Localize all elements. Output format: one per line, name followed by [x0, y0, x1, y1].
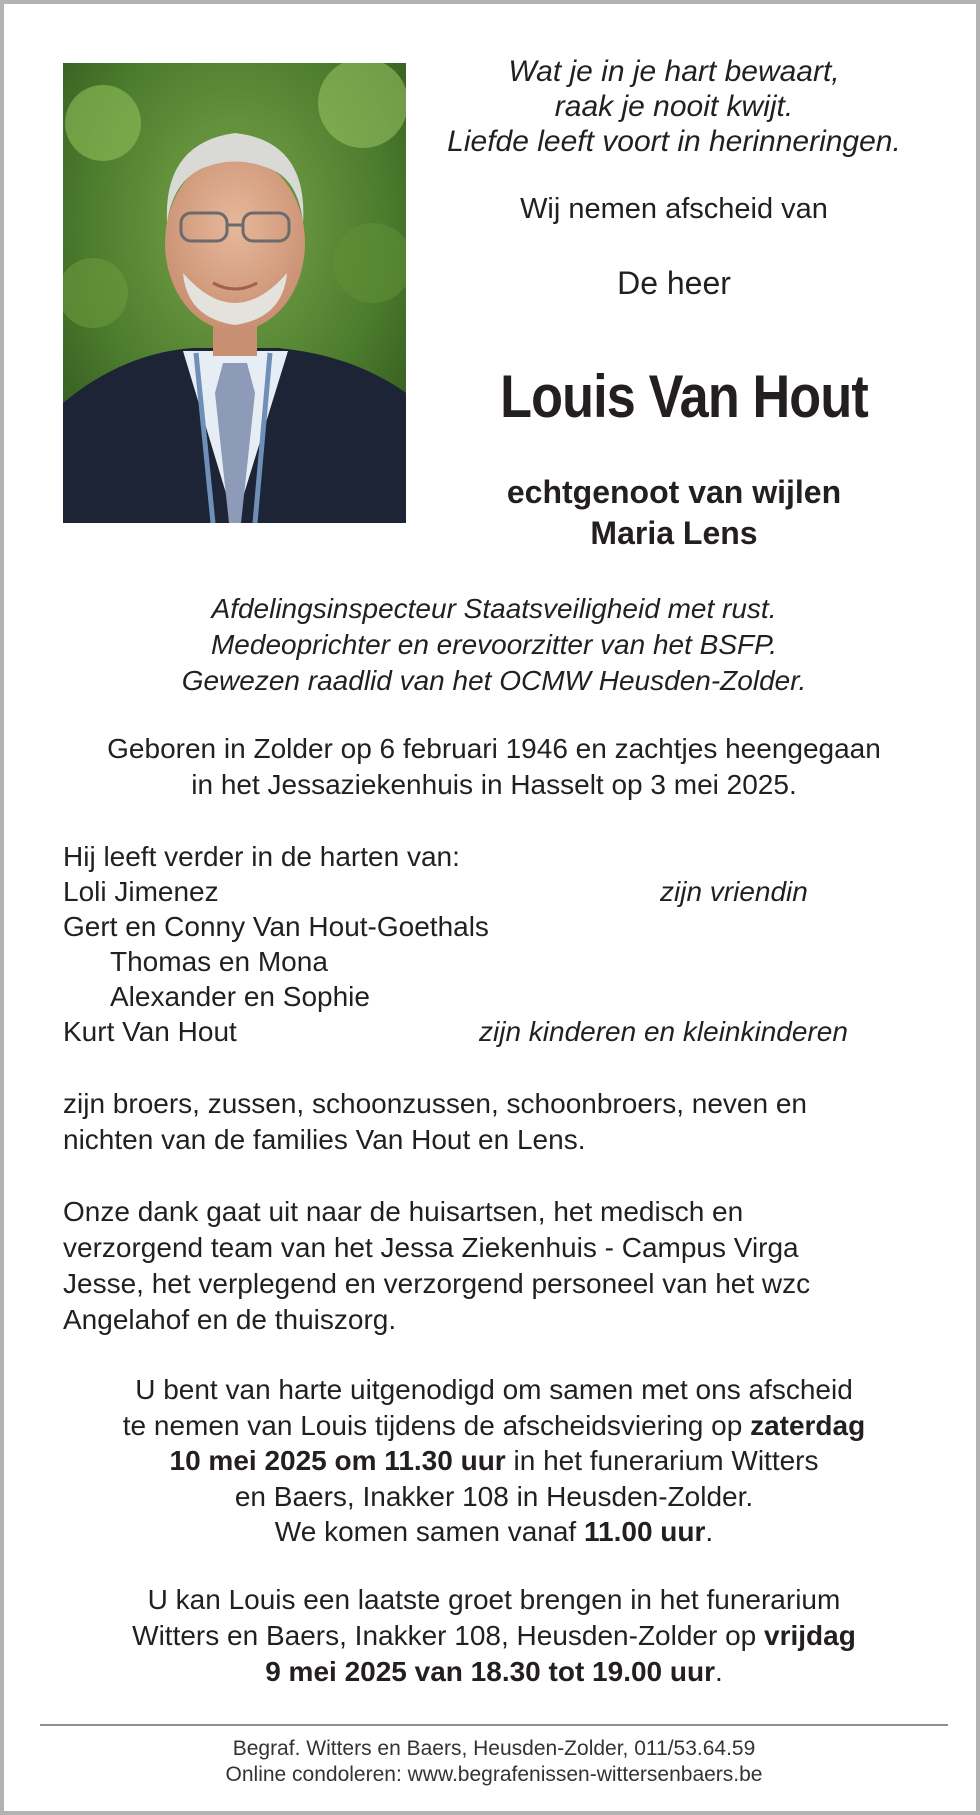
birth-death-statement — [63, 731, 925, 803]
ceremony-day: zaterdag — [750, 1409, 866, 1441]
member-relation: zijn kinderen en kleinkinderen — [479, 1016, 848, 1047]
thanks-line: verzorgend team van het Jessa Ziekenhuis - Campus Virga — [63, 1232, 799, 1263]
invite-line — [63, 1443, 925, 1479]
acknowledgement — [63, 1194, 925, 1338]
invite-line — [63, 1408, 925, 1444]
relatives-line: nichten van de families Van Hout en Lens. — [63, 1124, 586, 1155]
poem-line: raak je nooit kwijt. — [554, 90, 794, 123]
visit-line — [63, 1618, 925, 1654]
family-member — [63, 944, 925, 979]
birth-line: in het Jessaziekenhuis in Hasselt op 3 mei 2025. — [191, 769, 797, 800]
invite-line — [63, 1514, 925, 1550]
online-condolence: Online condoleren: www.begrafenissen-wittersenbaers.be — [225, 1763, 763, 1786]
family-list — [63, 839, 925, 1049]
career-roles — [63, 591, 925, 699]
relatives-line: zijn broers, zussen, schoonzussen, schoonbroers, neven en — [63, 1088, 807, 1119]
member-name: Alexander en Sophie — [110, 981, 370, 1012]
portrait-illustration — [63, 63, 406, 523]
role-line: Afdelingsinspecteur Staatsveiligheid met rust. — [211, 593, 777, 624]
invite-line: en Baers, Inakker 108 in Heusden-Zolder. — [234, 1480, 754, 1512]
role-line: Gewezen raadlid van het OCMW Heusden-Zolder. — [181, 665, 807, 696]
spouse-name: Maria Lens — [590, 515, 758, 551]
poem-line: Wat je in je hart bewaart, — [508, 55, 840, 88]
extended-relatives — [63, 1086, 925, 1158]
funeral-home-contact: Begraf. Witters en Baers, Heusden-Zolder, 011/53.64.59 — [232, 1737, 756, 1760]
gathering-time: 11.00 uur — [584, 1516, 706, 1547]
visitation-day: vrijdag — [764, 1620, 856, 1651]
honorific: De heer — [617, 265, 731, 301]
member-relation: zijn vriendin — [660, 876, 808, 907]
family-member — [63, 909, 925, 944]
invite-text: in het funerarium Witters — [505, 1445, 819, 1476]
visitation-info — [63, 1582, 925, 1690]
thanks-line: Angelahof en de thuiszorg. — [63, 1304, 397, 1335]
memorial-poem — [434, 54, 914, 159]
visitation-datetime: 9 mei 2025 van 18.30 tot 19.00 uur — [265, 1656, 716, 1687]
member-name: Thomas en Mona — [110, 946, 328, 977]
birth-line: Geboren in Zolder op 6 februari 1946 en zachtjes heengegaan — [107, 733, 881, 764]
farewell-intro: Wij nemen afscheid van — [520, 193, 828, 225]
ceremony-datetime: 10 mei 2025 om 11.30 uur — [169, 1445, 506, 1476]
spouse-line: echtgenoot van wijlen — [506, 474, 842, 510]
footer-divider — [40, 1724, 948, 1726]
member-name: Gert en Conny Van Hout-Goethals — [63, 911, 489, 942]
portrait-photo — [63, 63, 406, 523]
family-member — [63, 979, 925, 1014]
visit-line — [63, 1654, 925, 1690]
visit-line: U kan Louis een laatste groet brengen in het funerarium — [147, 1584, 841, 1615]
family-member — [63, 874, 925, 909]
spouse-info — [434, 472, 914, 554]
visit-text: . — [715, 1656, 723, 1687]
family-heading-text: Hij leeft verder in de harten van: — [63, 841, 460, 872]
role-line: Medeoprichter en erevoorzitter van het BSFP. — [210, 629, 777, 660]
thanks-line: Jesse, het verplegend en verzorgend personeel van het wzc — [63, 1268, 811, 1299]
ceremony-invitation — [63, 1372, 925, 1550]
member-name: Kurt Van Hout — [63, 1016, 237, 1047]
visit-text: Witters en Baers, Inakker 108, Heusden-Zolder op — [132, 1620, 765, 1651]
poem-line: Liefde leeft voort in herinneringen. — [447, 125, 901, 158]
family-member — [63, 1014, 925, 1049]
family-heading — [63, 839, 925, 874]
deceased-name: Louis Van Hout — [500, 363, 868, 430]
thanks-line: Onze dank gaat uit naar de huisartsen, het medisch en — [63, 1196, 744, 1227]
invite-text: We komen samen vanaf — [274, 1516, 584, 1547]
funeral-home-footer — [63, 1736, 925, 1788]
invite-text: te nemen van Louis tijdens de afscheidsviering op — [122, 1409, 751, 1441]
invite-text: . — [705, 1516, 714, 1547]
invite-line: U bent van harte uitgenodigd om samen met ons afscheid — [135, 1374, 853, 1405]
member-name: Loli Jimenez — [63, 876, 219, 907]
